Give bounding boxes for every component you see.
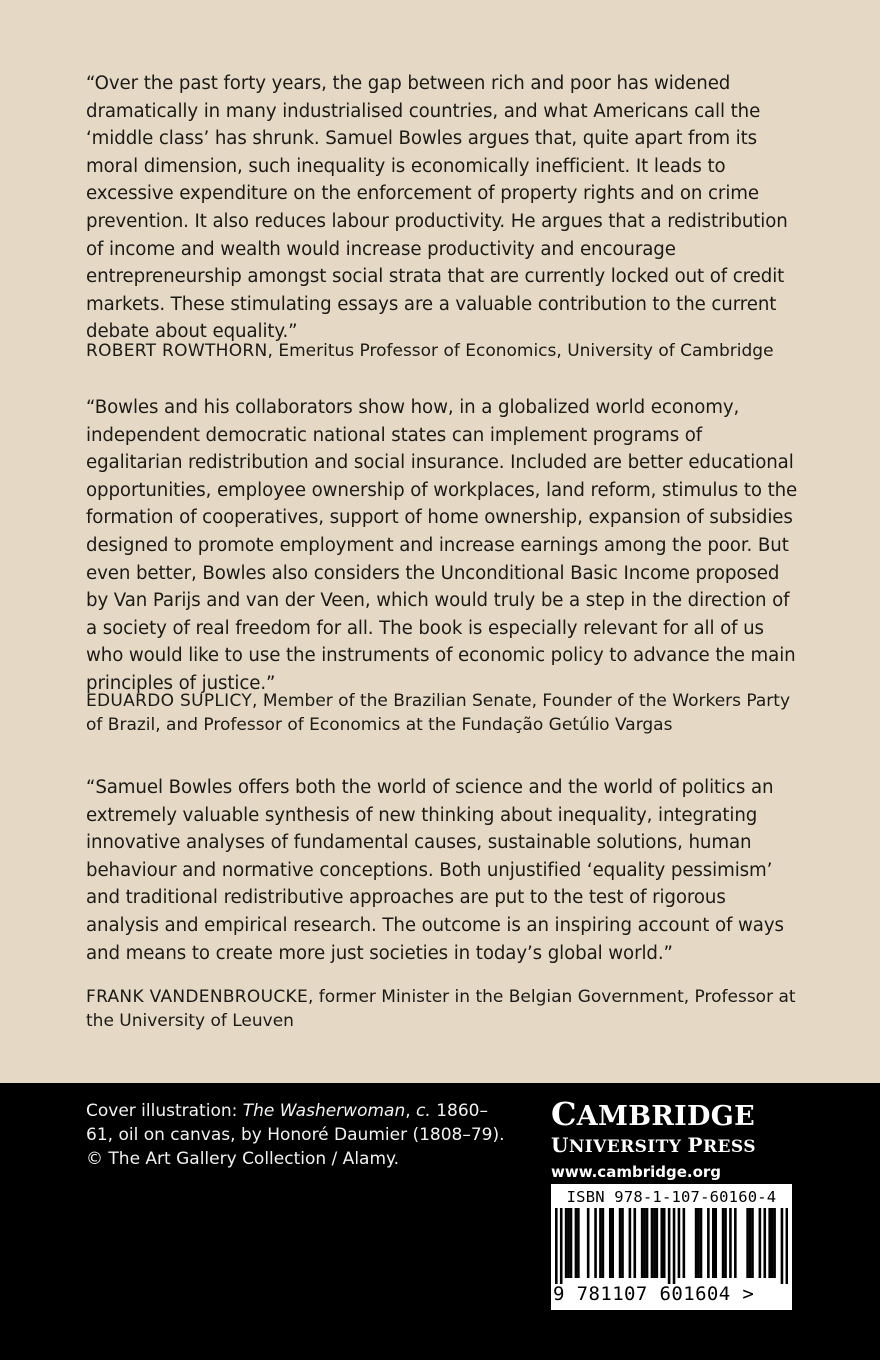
barcode-bar (621, 1208, 624, 1278)
barcode-bar (668, 1208, 671, 1284)
review-author-3: FRANK VANDENBROUCKE (86, 987, 308, 1007)
barcode-bar (746, 1208, 749, 1278)
publisher-url: www.cambridge.org (551, 1163, 722, 1181)
publisher-name (551, 1097, 796, 1134)
barcode-bar (683, 1208, 686, 1278)
barcode-bar (712, 1208, 715, 1278)
barcode-bar (773, 1208, 776, 1278)
barcode-bar (734, 1208, 737, 1278)
cover-footer-band (0, 1083, 880, 1360)
barcode-bar (641, 1208, 644, 1278)
review-author-1: ROBERT ROWTHORN (86, 341, 268, 361)
barcode-bar (594, 1208, 597, 1278)
barcode-bar (673, 1208, 676, 1284)
barcode-bar (763, 1208, 766, 1278)
credit-details: 1860–61, oil on canvas, by Honoré Daumier (1808–79). © The Art Gallery Collection / Alamy. (86, 1101, 505, 1169)
barcode-bar (751, 1208, 754, 1278)
review-attribution-2 (86, 690, 798, 738)
barcode-bar (724, 1208, 727, 1278)
barcode-bar (633, 1208, 636, 1278)
barcode-bar (660, 1208, 663, 1278)
barcode-bar (678, 1208, 681, 1278)
review-affiliation-1: , Emeritus Professor of Economics, University of Cambridge (267, 341, 774, 361)
barcode-bar (567, 1208, 570, 1278)
barcode-bar (781, 1208, 784, 1284)
barcode-bar (611, 1208, 614, 1278)
isbn-label: ISBN 978-1-107-60160-4 (566, 1188, 777, 1206)
review-quote-3: “Samuel Bowles offers both the world of science and the world of politics an extremely valuable synthesis of new thinking about inequality, integrating innovative analyses of fundamental causes, sustainable solutions, human behaviour and normative conceptions. Both unjustified ‘equality pessimism’ and traditional redistributive approaches are put to the test of rigorous analysis and empirical research. The outcome is an inspiring account of ways and means to create more just societies in today’s global world.” (86, 777, 784, 964)
barcode-bar (707, 1208, 710, 1278)
press-rest-2: RESS (703, 1137, 756, 1157)
barcode-bar (697, 1208, 700, 1278)
barcode-bar (587, 1208, 590, 1278)
barcode-bar (771, 1208, 774, 1278)
barcode-bar (599, 1208, 602, 1278)
publisher-logo (551, 1097, 796, 1182)
barcode-bar (656, 1208, 659, 1278)
review-affiliation-2: , Member of the Brazilian Senate, Founder of the Workers Party of Brazil, and Professor of Economics at the Fundação Getúlio Vargas (86, 691, 791, 735)
barcode-bar (643, 1208, 646, 1278)
barcode-bar (570, 1208, 573, 1278)
barcode-bar (714, 1208, 717, 1278)
barcode-bar (646, 1208, 649, 1278)
barcode-bar (629, 1208, 632, 1278)
review-author-2: EDUARDO SUPLICY (86, 691, 253, 711)
barcode-bar (602, 1208, 605, 1278)
barcode-bar (722, 1208, 725, 1278)
barcode-bar (749, 1208, 752, 1278)
barcode-bars (555, 1208, 788, 1284)
publisher-name-rest: AMBRIDGE (576, 1101, 755, 1132)
press-initial-2: P (687, 1133, 703, 1157)
review-quote-2: “Bowles and his collaborators show how, in a globalized world economy, independent democratic national states can implement programs of egalitarian redistribution and social insurance. Included are better educational opportunities, employee ownership of workplaces, land reform, stimulus to the formation of cooperatives, support of home ownership, expansion of subsidies designed to promote employment and increase earnings among the poor. But even better, Bowles also considers the Unconditional Basic Income proposed by Van Parijs and van der Veen, which would truly be a step in the direction of a society of real freedom for all. The book is especially relevant for all of us who would like to use the instruments of economic policy to advance the main principles of justice.” (86, 397, 798, 694)
barcode-bar (555, 1208, 558, 1284)
barcode-bar (759, 1208, 762, 1278)
review-attribution-3 (86, 986, 798, 1034)
barcode-bar (653, 1208, 656, 1278)
barcode-bar (786, 1208, 788, 1284)
barcode-bar (575, 1208, 578, 1278)
credit-prefix: Cover illustration: (86, 1101, 243, 1121)
credit-separator: , (405, 1101, 417, 1121)
review-quote-1: “Over the past forty years, the gap between rich and poor has widened dramatically in many industrialised countries, and what Americans call the ‘middle class’ has shrunk. Samuel Bowles argues that, quite apart from its moral dimension, such inequality is economically inefficient. It leads to excessive expenditure on the enforcement of property rights and on crime prevention. It also reduces labour productivity. He argues that a redistribution of income and wealth would increase productivity and encourage entrepreneurship amongst social strata that are currently locked out of credit markets. These stimulating essays are a valuable contribution to the current debate about equality.” (86, 73, 788, 343)
circa-abbrev: c. (416, 1101, 431, 1121)
cover-illustration-credit (86, 1100, 506, 1171)
barcode-bar (729, 1208, 732, 1278)
barcode-bar (663, 1208, 666, 1278)
barcode-bar (768, 1208, 771, 1278)
press-rest-1: NIVERSITY (568, 1137, 688, 1157)
barcode-bar (609, 1208, 612, 1278)
review-attribution-1 (86, 340, 774, 364)
barcode-bar (619, 1208, 622, 1278)
barcode-bar (565, 1208, 568, 1278)
publisher-press (551, 1134, 796, 1158)
barcode-bar (560, 1208, 563, 1284)
review-affiliation-3: , former Minister in the Belgian Government, Professor at the University of Leuven (86, 987, 796, 1031)
artwork-title: The Washerwoman (242, 1101, 406, 1121)
barcode-digits: 9 781107 601604 > (553, 1283, 755, 1305)
barcode-bar (700, 1208, 703, 1278)
press-initial-1: U (551, 1133, 569, 1157)
barcode-bar (651, 1208, 654, 1278)
barcode-bar (577, 1208, 580, 1278)
publisher-name-initial: C (551, 1095, 577, 1133)
barcode-bar (695, 1208, 698, 1278)
isbn-barcode (551, 1184, 792, 1310)
